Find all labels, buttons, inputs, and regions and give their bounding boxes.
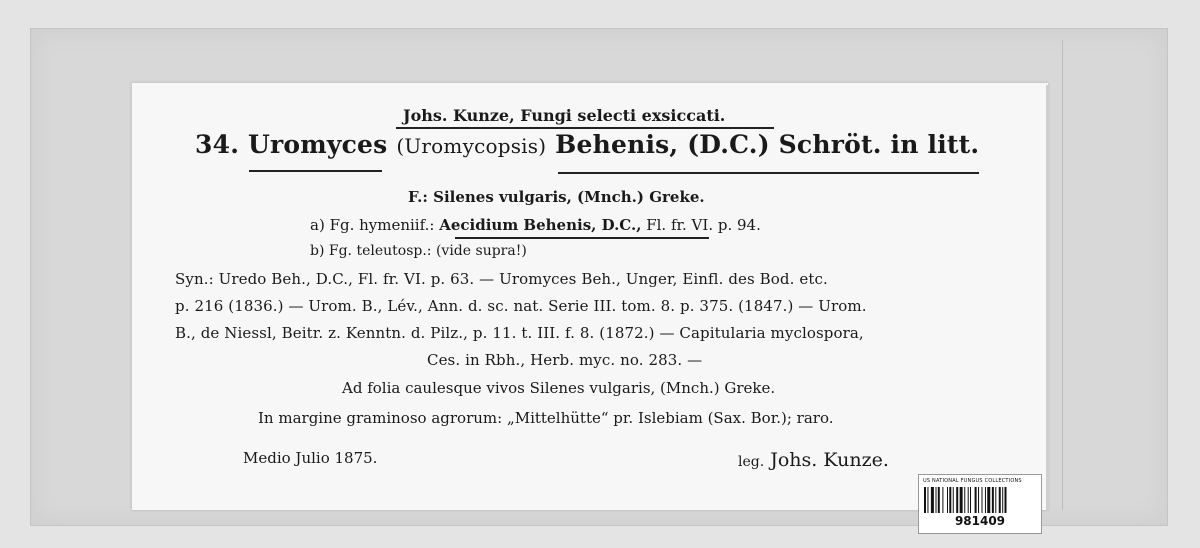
- barcode-bar: [982, 487, 983, 513]
- synonymy-line: p. 216 (1836.) — Urom. B., Lév., Ann. d. sc. nat. Serie III. tom. 8. p. 375. (1847.) — Urom.: [175, 297, 867, 315]
- barcode-bar: [927, 487, 928, 513]
- barcode-bar: [938, 487, 940, 513]
- barcode-bar: [1005, 487, 1007, 513]
- barcode-bar: [978, 487, 979, 513]
- barcode-bar: [1002, 487, 1003, 513]
- barcode-bar: [987, 487, 990, 513]
- barcode-bar: [924, 487, 926, 513]
- barcode-bar: [964, 487, 965, 513]
- barcode-bar: [956, 487, 958, 513]
- synonymy-line: B., de Niessl, Beitr. z. Kenntn. d. Pilz., p. 11. t. III. f. 8. (1872.) — Capitularia myclospora,: [175, 324, 864, 342]
- teleutospore-line: b) Fg. teleutosp.: (vide supra!): [310, 243, 527, 259]
- species-title: [195, 130, 979, 159]
- barcode-bar: [960, 487, 963, 513]
- title-suffix: in litt.: [890, 130, 980, 159]
- hymenium-line: [310, 216, 761, 234]
- habitat-line: Ad folia caulesque vivos Silenes vulgaris, (Mnch.) Greke.: [342, 379, 776, 397]
- barcode-bar: [931, 487, 934, 513]
- collection-date: Medio Julio 1875.: [243, 449, 378, 467]
- barcode-bar: [992, 487, 994, 513]
- aecidium-name: Aecidium Behenis, D.C.,: [439, 216, 642, 234]
- barcode-bar: [947, 487, 948, 513]
- barcode-bar: [995, 487, 996, 513]
- barcode-bar: [999, 487, 1001, 513]
- barcode-bar: [985, 487, 986, 513]
- genus-underline: [249, 170, 382, 172]
- series-title: Johs. Kunze, Fungi selecti exsiccati.: [403, 106, 726, 125]
- hymenium-prefix: a) Fg. hymeniif.:: [310, 216, 435, 234]
- series-underline: [396, 127, 774, 129]
- barcode-label: [918, 474, 1042, 534]
- epithet-underline: [558, 172, 979, 174]
- title-number: 34.: [195, 130, 240, 159]
- hymenium-suffix: Fl. fr. VI. p. 94.: [646, 216, 761, 234]
- barcode-bar: [942, 487, 943, 513]
- barcode-number: 981409: [954, 514, 1006, 528]
- title-genus: Uromyces: [248, 130, 388, 159]
- barcode-bar: [949, 487, 951, 513]
- packet-flap-edge: [1062, 40, 1063, 510]
- barcode-institution: US NATIONAL FUNGUS COLLECTIONS: [923, 478, 1022, 484]
- collector-name: Johs. Kunze.: [770, 449, 889, 471]
- title-epithet: Behenis, (D.C.) Schröt.: [555, 130, 882, 159]
- synonymy-line: Syn.: Uredo Beh., D.C., Fl. fr. VI. p. 63. — Uromyces Beh., Unger, Einfl. des Bod. etc.: [175, 270, 828, 288]
- barcode-bars: [924, 487, 1036, 513]
- barcode-bar: [970, 487, 971, 513]
- barcode-bar: [936, 487, 937, 513]
- aecidium-underline: [455, 237, 709, 239]
- barcode-bar: [968, 487, 969, 513]
- host-line: F.: Silenes vulgaris, (Mnch.) Greke.: [408, 188, 705, 206]
- barcode-bar: [975, 487, 977, 513]
- locality-line: In margine graminoso agrorum: „Mittelhütte“ pr. Islebiam (Sax. Bor.); raro.: [258, 409, 834, 427]
- barcode-bar: [953, 487, 954, 513]
- leg-prefix: leg.: [738, 454, 765, 470]
- title-subgenus: (Uromycopsis): [396, 134, 547, 158]
- collector-line: [738, 449, 889, 471]
- synonymy-line: Ces. in Rbh., Herb. myc. no. 283. —: [427, 351, 703, 369]
- label-edge-shadow: [1046, 85, 1049, 510]
